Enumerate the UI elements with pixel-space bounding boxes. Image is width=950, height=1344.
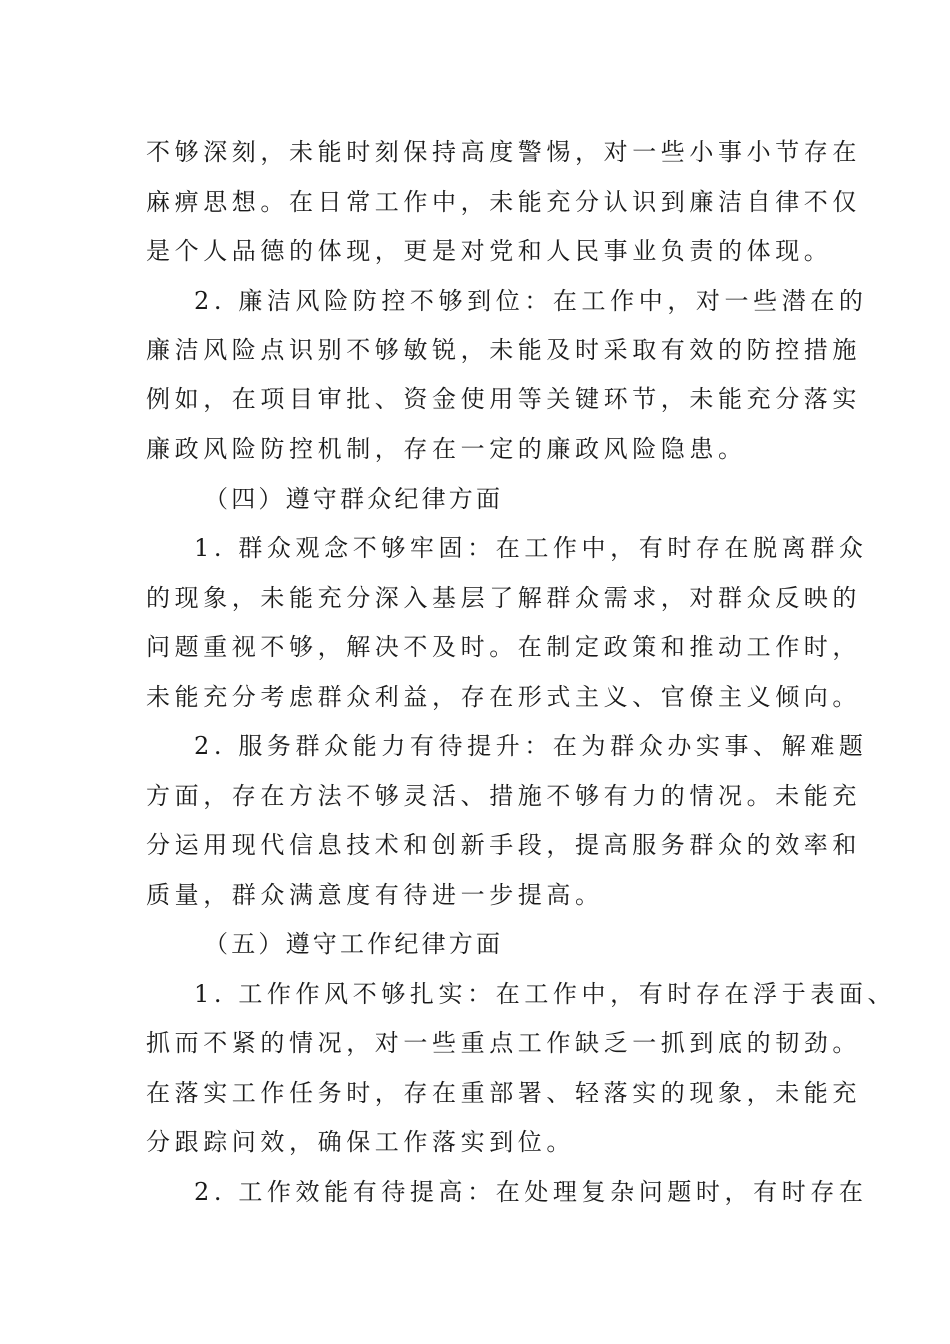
text-line: 是个人品德的体现，更是对党和人民事业负责的体现。 <box>146 237 833 265</box>
paragraph-start: 2. 廉洁风险防控不够到位：在工作中，对一些潜在的 <box>194 287 868 315</box>
text-line: 问题重视不够，解决不及时。在制定政策和推动工作时， <box>146 633 861 661</box>
text-line: 麻痹思想。在日常工作中，未能充分认识到廉洁自律不仅 <box>146 188 861 216</box>
section-heading: （五）遵守工作纪律方面 <box>204 930 504 958</box>
text-line: 例如，在项目审批、资金使用等关键环节，未能充分落实 <box>146 385 861 413</box>
text-line: 的现象，未能充分深入基层了解群众需求，对群众反映的 <box>146 584 861 612</box>
text-line: 质量，群众满意度有待进一步提高。 <box>146 881 604 909</box>
section-heading: （四）遵守群众纪律方面 <box>204 485 504 513</box>
paragraph-start: 2. 工作效能有待提高：在处理复杂问题时，有时存在 <box>194 1178 868 1206</box>
text-line: 未能充分考虑群众利益，存在形式主义、官僚主义倾向。 <box>146 683 861 711</box>
text-line: 分跟踪问效，确保工作落实到位。 <box>146 1128 575 1156</box>
text-line: 方面，存在方法不够灵活、措施不够有力的情况。未能充 <box>146 782 861 810</box>
text-line: 分运用现代信息技术和创新手段，提高服务群众的效率和 <box>146 831 861 859</box>
text-line: 不够深刻，未能时刻保持高度警惕，对一些小事小节存在 <box>146 138 861 166</box>
text-line: 廉洁风险点识别不够敏锐，未能及时采取有效的防控措施 <box>146 336 861 364</box>
paragraph-start: 2. 服务群众能力有待提升：在为群众办实事、解难题 <box>194 732 868 760</box>
text-line: 抓而不紧的情况，对一些重点工作缺乏一抓到底的韧劲。 <box>146 1029 861 1057</box>
text-line: 廉政风险防控机制，存在一定的廉政风险隐患。 <box>146 435 747 463</box>
text-line: 在落实工作任务时，存在重部署、轻落实的现象，未能充 <box>146 1079 861 1107</box>
paragraph-start: 1. 群众观念不够牢固：在工作中，有时存在脱离群众 <box>194 534 868 562</box>
paragraph-start: 1. 工作作风不够扎实：在工作中，有时存在浮于表面、 <box>194 980 897 1008</box>
